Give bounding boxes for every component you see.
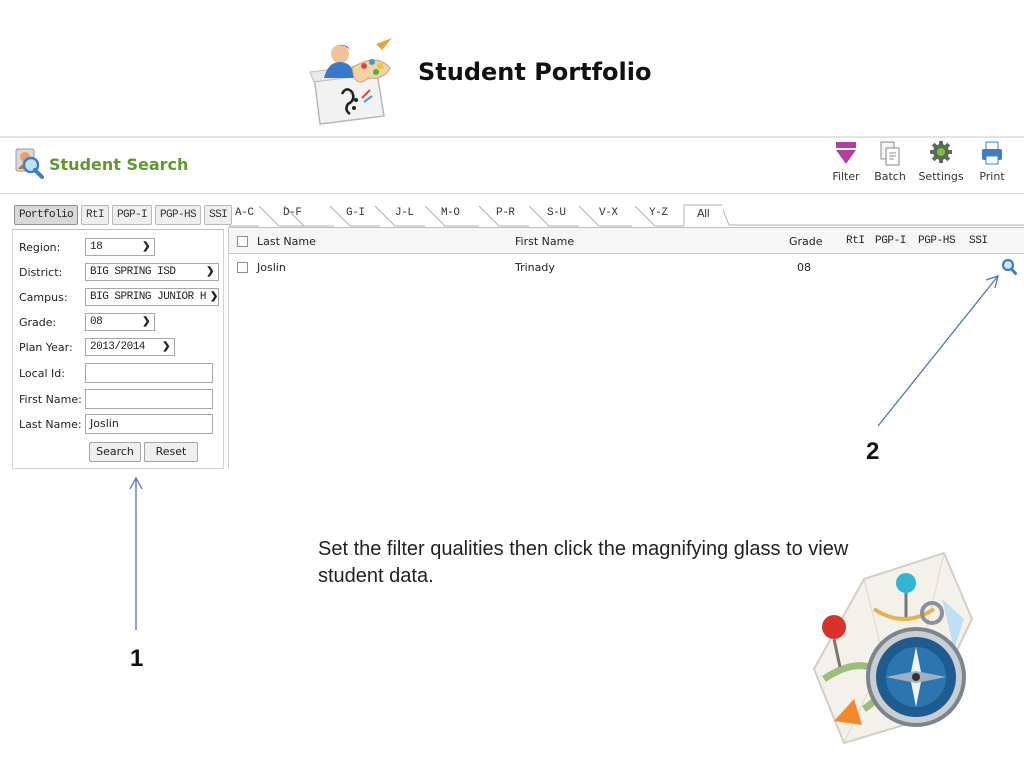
chevron-down-icon: ❯ <box>142 317 150 328</box>
last-name-input[interactable]: Joslin <box>85 414 213 434</box>
tab-pgp-hs[interactable]: PGP-HS <box>155 205 201 225</box>
alpha-tab-y-z[interactable]: Y-Z <box>649 207 668 219</box>
callout-arrow-1 <box>130 478 142 630</box>
col-rti: RtI <box>846 235 865 247</box>
tab-ssi[interactable]: SSI <box>204 205 232 225</box>
page-title: Student Portfolio <box>418 58 652 86</box>
chevron-down-icon: ❯ <box>209 292 218 303</box>
region-label: Region: <box>19 240 61 254</box>
district-label: District: <box>19 265 63 279</box>
cell-first-name: Trinady <box>515 261 555 274</box>
search-button[interactable]: Search <box>89 442 141 462</box>
plan-year-value: 2013/2014 <box>90 341 145 353</box>
tab-portfolio[interactable]: Portfolio <box>14 205 78 225</box>
alpha-tab-v-x[interactable]: V-X <box>599 207 618 219</box>
alpha-tab-d-f[interactable]: D-F <box>283 207 302 219</box>
alpha-tab-g-i[interactable]: G-I <box>346 207 365 219</box>
callout-arrow-2 <box>878 276 998 426</box>
col-pgp-hs: PGP-HS <box>918 235 956 247</box>
map-compass-icon <box>804 549 974 745</box>
chevron-down-icon: ❯ <box>206 267 214 278</box>
grade-value: 08 <box>90 316 103 328</box>
alpha-tab-p-r[interactable]: P-R <box>496 207 515 219</box>
tab-rti[interactable]: RtI <box>81 205 109 225</box>
instruction-text: Set the filter qualities then click the magnifying glass to view student data. <box>318 538 849 587</box>
region-value: 18 <box>90 241 103 253</box>
print-label: Print <box>979 170 1005 183</box>
section-title: Student Search <box>49 155 189 174</box>
grade-label: Grade: <box>19 315 57 329</box>
alpha-tab-all[interactable]: All <box>697 207 710 220</box>
reset-button[interactable]: Reset <box>144 442 198 462</box>
col-first-name[interactable]: First Name <box>515 235 575 248</box>
cell-last-name: Joslin <box>257 261 286 274</box>
campus-label: Campus: <box>19 290 68 304</box>
settings-label: Settings <box>918 170 964 183</box>
callout-number-1: 1 <box>130 645 144 672</box>
alpha-tab-m-o[interactable]: M-O <box>441 207 460 219</box>
alpha-tab-j-l[interactable]: J-L <box>395 207 414 219</box>
alpha-tab-a-c[interactable]: A-C <box>235 207 254 219</box>
col-pgp-i: PGP-I <box>875 235 907 247</box>
last-name-label: Last Name: <box>19 417 82 431</box>
plan-year-label: Plan Year: <box>19 340 73 354</box>
col-grade[interactable]: Grade <box>789 235 823 248</box>
alpha-tab-s-u[interactable]: S-U <box>547 207 566 219</box>
district-value: BIG SPRING ISD <box>90 266 176 278</box>
tab-pgp-i[interactable]: PGP-I <box>112 205 152 225</box>
campus-value: BIG SPRING JUNIOR H <box>90 291 206 303</box>
col-last-name[interactable]: Last Name <box>257 235 316 248</box>
callout-number-2: 2 <box>866 438 880 465</box>
chevron-down-icon: ❯ <box>142 242 150 253</box>
chevron-down-icon: ❯ <box>162 342 170 353</box>
local-id-label: Local Id: <box>19 366 65 380</box>
first-name-label: First Name: <box>19 392 82 406</box>
cell-grade: 08 <box>797 261 811 274</box>
col-ssi: SSI <box>969 235 988 247</box>
filter-label: Filter <box>832 170 860 183</box>
batch-label: Batch <box>874 170 906 183</box>
